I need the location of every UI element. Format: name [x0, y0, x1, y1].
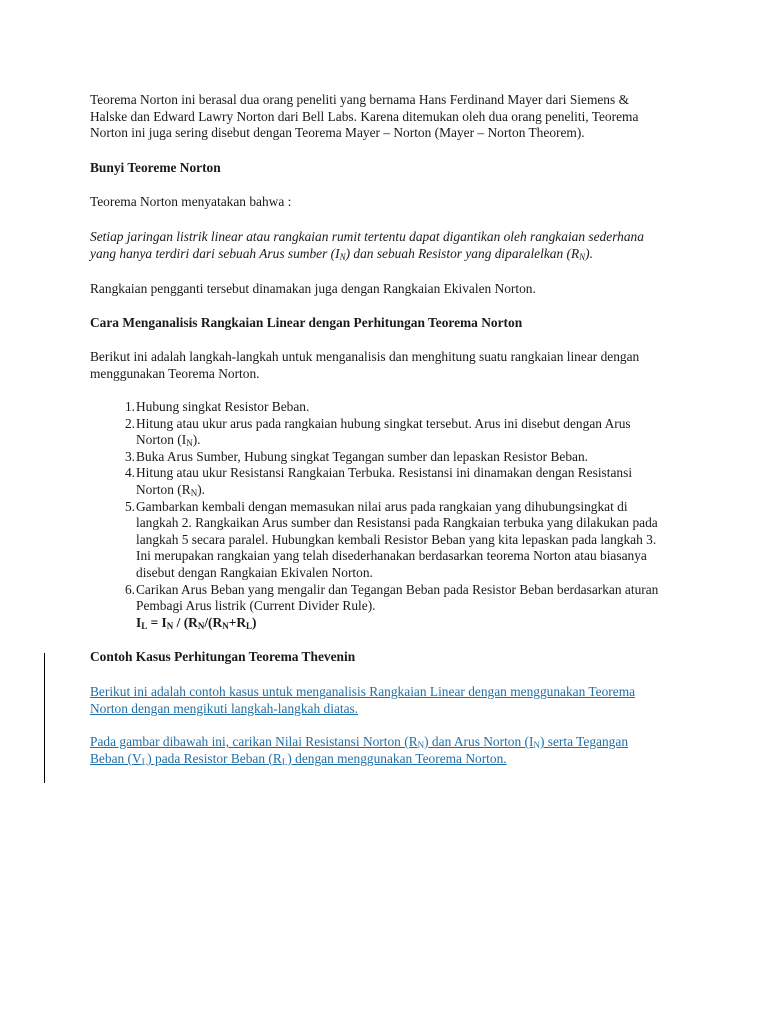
steps-intro-line: menggunakan Teorema Norton.: [90, 365, 260, 381]
list-item: 4. Hitung atau ukur Resistansi Rangkaian Terbuka. Resistansi ini dinamakan dengan Resistansi Norton $(R_N)$.: [124, 465, 633, 498]
list-item: 3. Buka Arus Sumber, Hubung singkat Tegangan sumber dan lepaskan Resistor Beban.: [124, 448, 588, 464]
example-link-2[interactable]: Pada gambar dibawah ini, carikan Nilai Resistansi Norton $(R_N)$ dan Arus Norton $(I_N)$ serta Tegangan Beban $(V_L)$ pada Resistor Beban $(R_L)$ dengan menggunakan Teorema Norton.: [90, 734, 629, 767]
heading-cara: Cara Menganalisis Rangkaian Linear dengan Perhitungan Teorema Norton: [90, 315, 523, 330]
quote-paragraph: [90, 229, 670, 262]
example-link-1[interactable]: Berikut ini adalah contoh kasus untuk menganalisis Rangkaian Linear dengan menggunakan Teorema Norton dengan mengikuti langkah-langkah diatas.: [90, 684, 636, 716]
steps-intro-line: Berikut ini adalah langkah-langkah untuk menganalisis dan menghitung suatu rangkaian linear dengan: [90, 349, 640, 364]
steps-intro-paragraph: [90, 349, 670, 382]
intro-line: Teorema Norton ini berasal dua orang peneliti yang bernama Hans Ferdinand Mayer dari Siemens &: [90, 92, 629, 107]
intro-line: Halske dan Edward Lawry Norton dari Bell Labs. Karena ditemukan oleh dua orang peneliti, Teorema: [90, 108, 639, 124]
formula: $I_L = I_N / (R_N/(R_N+R_L)$: [136, 615, 257, 631]
quote-line: yang hanya terdiri dari sebuah Arus sumber $(I_N)$ dan sebuah Resistor yang diparalelkan $(R_N)$.: [90, 245, 593, 262]
list-item: 2. Hitung atau ukur arus pada rangkaian hubung singkat tersebut. Arus ini disebut dengan Arus Norton $(I_N)$.: [124, 415, 631, 449]
steps-list: [90, 399, 670, 615]
list-item: 6. Carikan Arus Beban yang mengalir dan Tegangan Beban pada Resistor Beban berdasarkan aturan Pembagi Arus listrik (Current Divider Rule).: [124, 581, 659, 614]
revision-bar: [44, 653, 45, 783]
intro-paragraph: [90, 92, 670, 142]
states-paragraph: Teorema Norton menyatakan bahwa :: [90, 194, 292, 209]
intro-line: Norton ini juga sering disebut dengan Teorema Mayer – Norton (Mayer – Norton Theorem).: [90, 125, 585, 141]
heading-contoh: Contoh Kasus Perhitungan Teorema Thevenin: [90, 649, 356, 664]
heading-bunyi: Bunyi Teoreme Norton: [90, 160, 221, 175]
equivalent-paragraph: Rangkaian pengganti tersebut dinamakan juga dengan Rangkaian Ekivalen Norton.: [90, 281, 536, 296]
list-item: 1. Hubung singkat Resistor Beban.: [124, 399, 310, 414]
list-item: 5. Gambarkan kembali dengan memasukan nilai arus pada rangkaian yang dihubungsingkat di langkah 2. Rangkaikan Arus sumber dan Resistansi pada Rangkaian terbuka yang dilakukan pada langkah 5 secara paralel. Hubungkan kembali Resistor Beban yang kita lepaskan pada langkah 3. Ini merupakan rangkaian yang telah disederhanakan berdasarkan teorema Norton atau biasanya disebut dengan Rangkaian Ekivalen Norton.: [124, 498, 658, 580]
quote-line: Setiap jaringan listrik linear atau rangkaian rumit tertentu dapat digantikan oleh rangkaian sederhana: [90, 229, 644, 244]
